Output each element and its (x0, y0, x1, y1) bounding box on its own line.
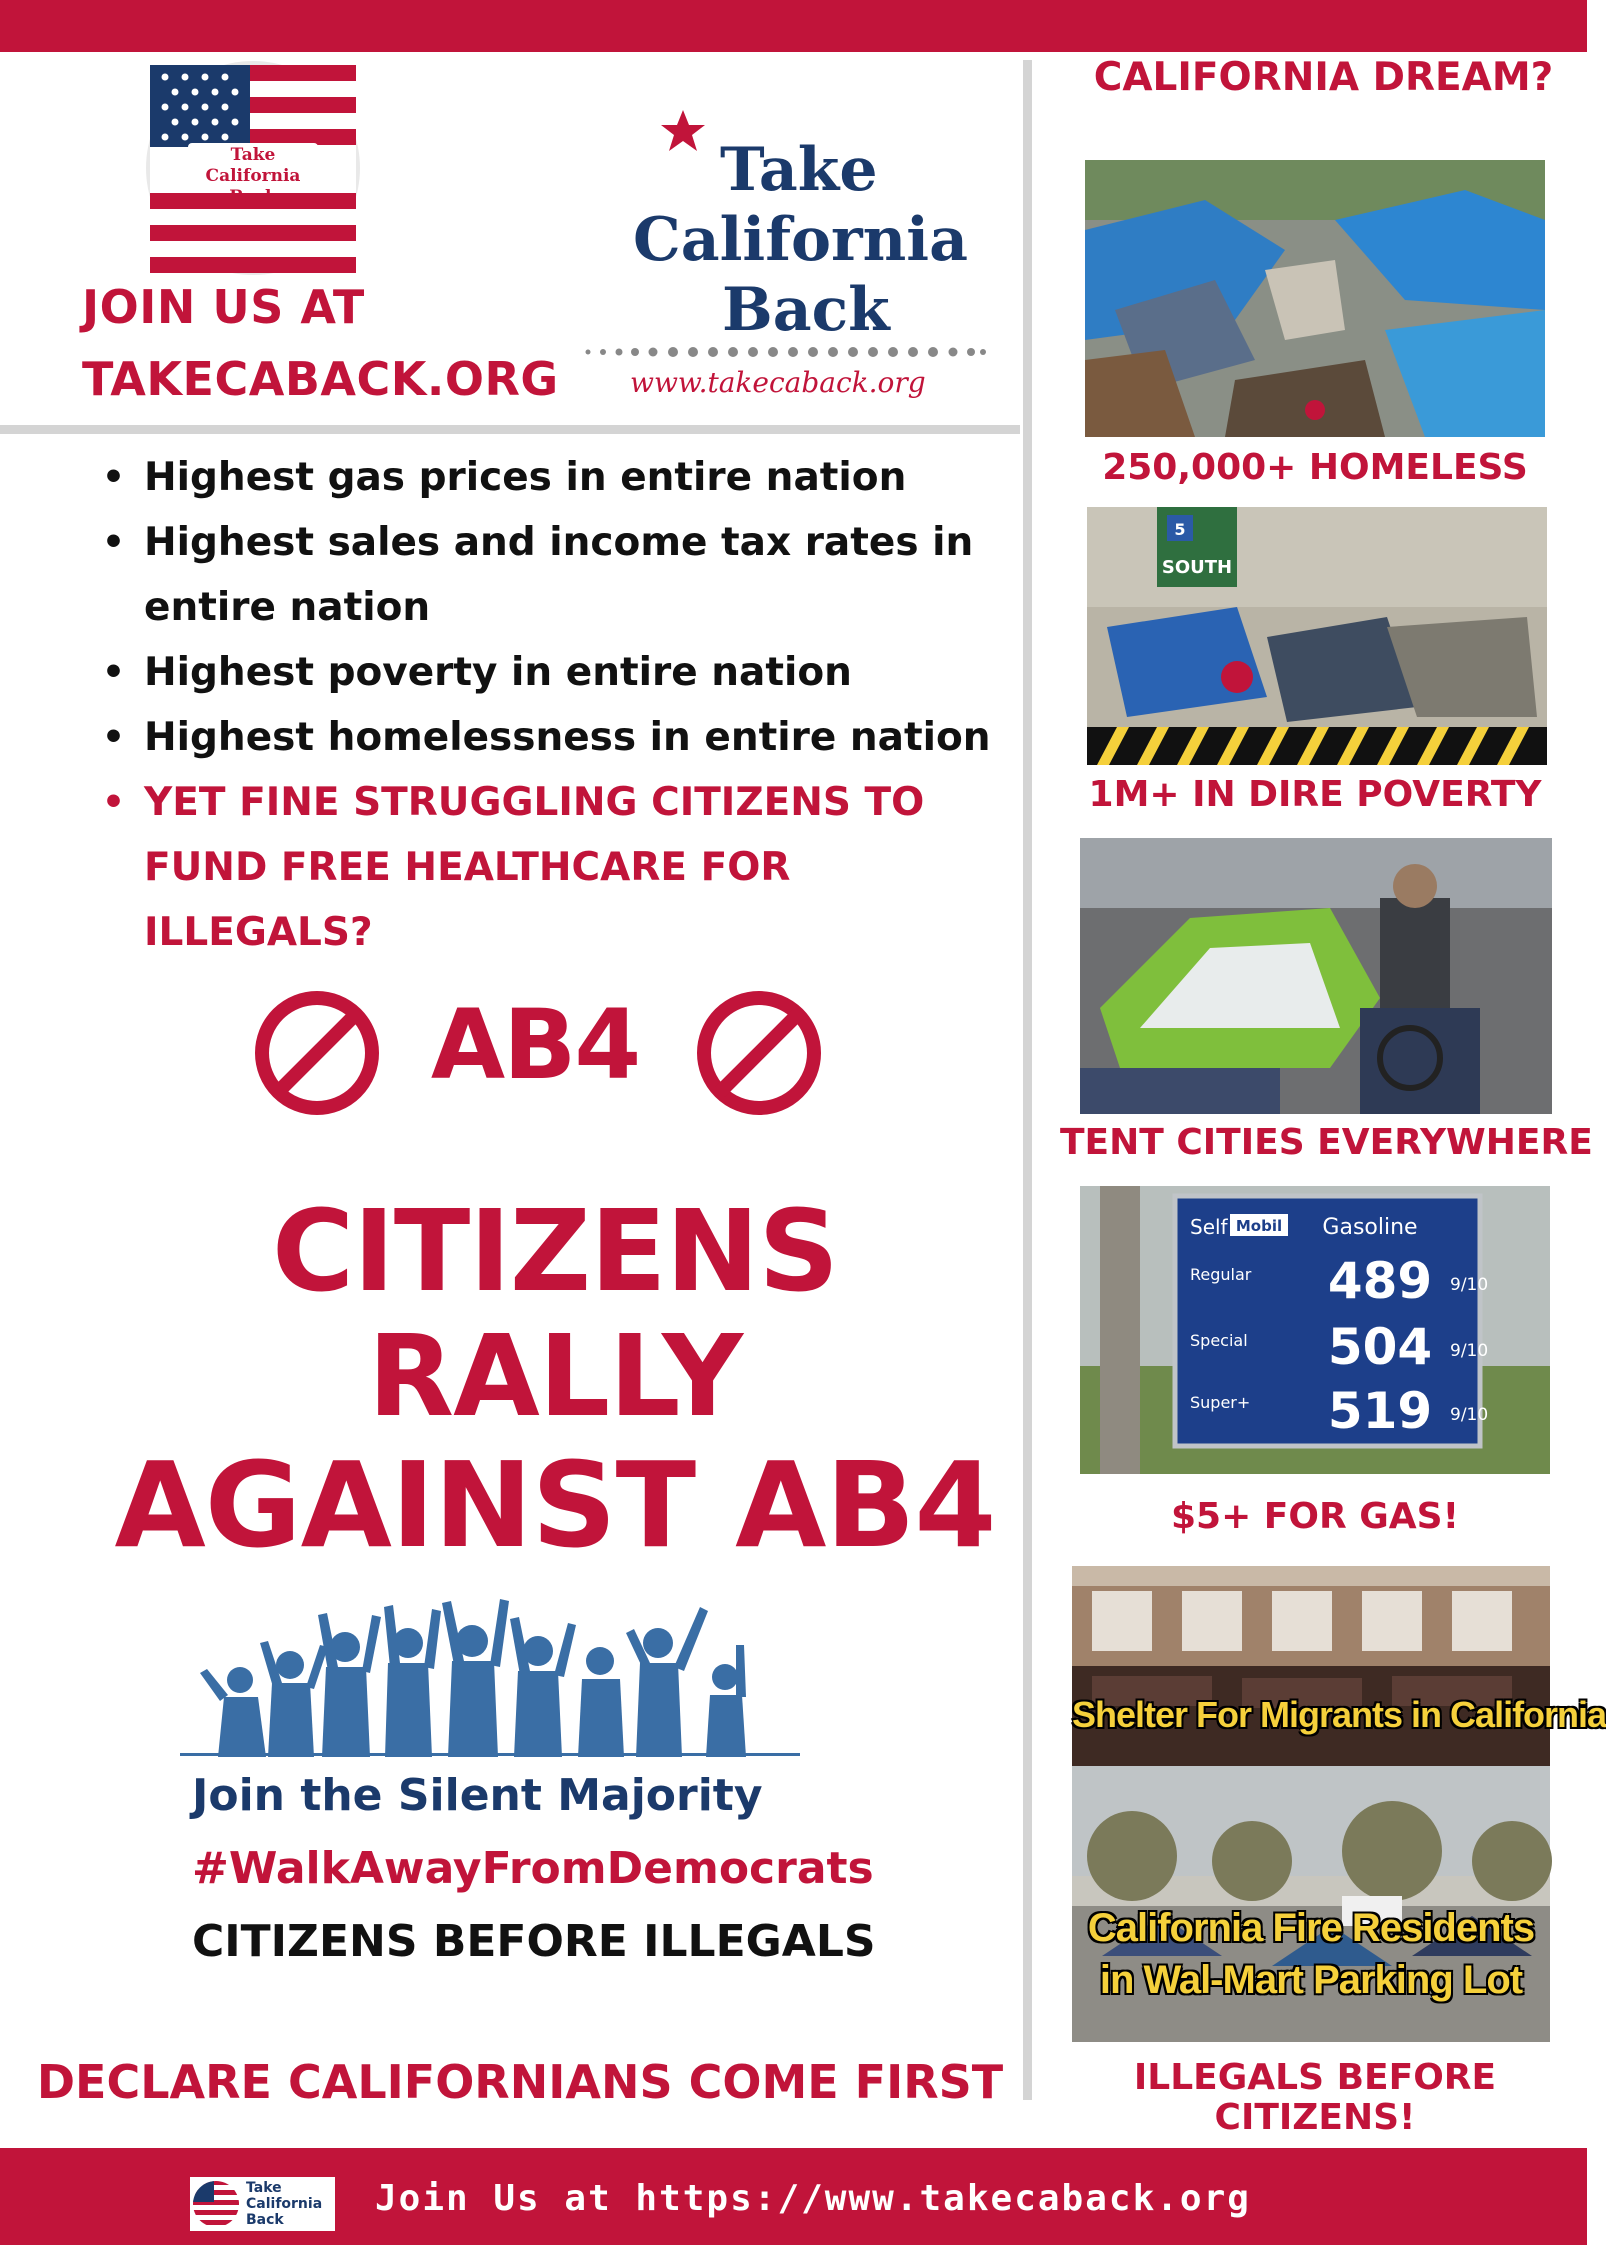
ab4-label: AB4 (430, 989, 640, 1101)
logo-url[interactable]: www.takecaback.org (630, 366, 926, 399)
photo-overlay-text-line-1: California Fire Residents (1087, 1906, 1535, 1950)
photo-caption: 1M+ IN DIRE POVERTY (1088, 774, 1542, 815)
gas-grade-name: Regular (1190, 1265, 1252, 1284)
footer-logo-text: Take California Back (246, 2180, 323, 2228)
gas-grade-price: 519 (1327, 1382, 1433, 1440)
badge-logo (150, 65, 356, 271)
citizens-first-tagline: CITIZENS BEFORE ILLEGALS (192, 1916, 876, 1967)
photo-caption: $5+ FOR GAS! (1171, 1496, 1459, 1537)
photo-freeway-camp (1087, 507, 1547, 765)
gas-sign-self: Self (1190, 1215, 1228, 1239)
join-us-url[interactable]: TAKECABACK.ORG (82, 352, 559, 406)
photo-caption: 250,000+ HOMELESS (1102, 447, 1528, 488)
photo-caption: TENT CITIES EVERYWHERE (1060, 1122, 1593, 1163)
star-icon (660, 108, 706, 154)
gas-grade-name: Special (1190, 1331, 1248, 1350)
gas-grade-price: 504 (1327, 1318, 1433, 1376)
silent-majority-tagline: Join the Silent Majority (192, 1770, 763, 1821)
header-divider (0, 425, 1020, 434)
sign-direction: SOUTH (1161, 557, 1233, 578)
prohibited-icon (252, 988, 382, 1118)
us-flag-icon (192, 2180, 240, 2228)
gas-grade-name: Super+ (1190, 1393, 1251, 1412)
final-caption-line-2: CITIZENS! (1214, 2097, 1416, 2138)
logo-word-california: California (633, 205, 968, 275)
list-item: • Highest sales and income tax rates in entire nation (100, 510, 1020, 640)
rally-headline-line-1: CITIZENS (271, 1187, 839, 1317)
photo-gas-sign (1080, 1186, 1550, 1474)
gas-grade-tenth: 9/10 (1450, 1275, 1489, 1295)
photo-migrant-shelter (1072, 1566, 1606, 1766)
vertical-divider (1023, 60, 1032, 2100)
rally-headline-line-2: RALLY (367, 1312, 743, 1442)
badge-label: Take California Back (188, 143, 318, 193)
top-banner-bar (0, 0, 1587, 52)
photo-parking-lot (1072, 1766, 1550, 2042)
gas-sign-title: Gasoline (1322, 1215, 1418, 1240)
sidebar-title: CALIFORNIA DREAM? (1093, 55, 1554, 100)
join-us-heading: JOIN US AT (82, 280, 365, 334)
list-item: • Highest gas prices in entire nation (100, 445, 1020, 510)
list-item: • Highest homelessness in entire nation (100, 705, 1020, 770)
photo-homeless-camp (1085, 160, 1545, 437)
list-item: • Highest poverty in entire nation (100, 640, 1020, 705)
gas-grade-price: 489 (1327, 1252, 1433, 1310)
prohibited-icon (694, 988, 824, 1118)
footer-join-link[interactable]: Join Us at https://www.takecaback.org (375, 2178, 1251, 2219)
footer-logo (190, 2177, 335, 2231)
declare-slogan: DECLARE CALIFORNIANS COME FIRST (36, 2055, 1004, 2109)
sign-route: 5 (1174, 520, 1186, 539)
logo-dotted-rule (583, 344, 988, 360)
list-item-highlight: • YET FINE STRUGGLING CITIZENS TO FUND FREE HEALTHCARE FOR ILLEGALS? (100, 770, 1020, 965)
photo-tent (1080, 838, 1552, 1114)
crowd-silhouette-icon (180, 1585, 800, 1757)
photo-overlay-text: Shelter For Migrants in California (1072, 1694, 1606, 1735)
logo-word-take: Take (720, 135, 878, 205)
hashtag[interactable]: #WalkAwayFromDemocrats (192, 1843, 874, 1894)
rally-headline-line-3: AGAINST AB4 (114, 1436, 996, 1574)
logo-word-back: Back (722, 275, 890, 345)
gas-sign-brand: Mobil (1235, 1217, 1283, 1235)
photo-overlay-text-line-2: in Wal-Mart Parking Lot (1099, 1958, 1523, 2002)
gas-grade-tenth: 9/10 (1450, 1405, 1489, 1425)
final-caption-line-1: ILLEGALS BEFORE (1133, 2057, 1497, 2098)
gas-grade-tenth: 9/10 (1450, 1341, 1489, 1361)
grievance-list (100, 445, 1020, 965)
